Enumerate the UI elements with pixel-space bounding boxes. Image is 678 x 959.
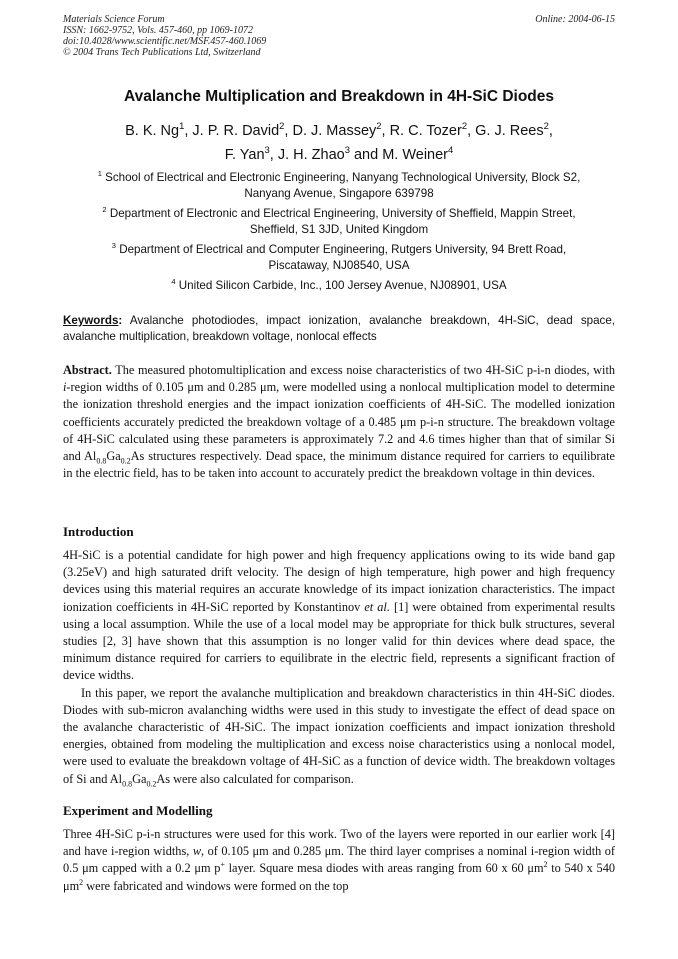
paragraph: Three 4H-SiC p-i-n structures were used for this work. Two of the layers were reported in our earlier work [4] and have i-region widths, w, of 0.105 μm and 0.285 μm. The third layer comprises a nominal i-region width of 0.5 μm capped with a 0.2 μm p+ layer. Square mesa diodes with areas ranging from 60 x 60 $\mu m^2$ to 540 x 540 $\mu m^2$ were fabricated and windows were formed on the top bbox=[63, 827, 616, 893]
abstract-label: Abstract. bbox=[63, 363, 112, 377]
paragraph: In this paper, we report the avalanche multiplication and breakdown characteristics in thin 4H-SiC diodes. Diodes with sub-micron avalanching widths were used in this study to investigate the effect of dead space on the avalanche characteristic of 4H-SiC. The impact ionization coefficients and impact ionization threshold energies, obtained from modeling the multiplication and excess noise characteristics using a nonlocal model, were used to evaluate the breakdown voltage of 4H-SiC as a function of device width. The breakdown voltages of Si and $Al_{0.8}Ga_{0.2}As$ were also calculated for comparison. bbox=[63, 685, 615, 789]
section-heading-introduction: Introduction bbox=[63, 524, 134, 539]
keywords-text: Avalanche photodiodes, impact ionization, avalanche breakdown, 4H-SiC, dead space, avalanche multiplication, breakdown voltage, nonlocal effects bbox=[63, 314, 615, 343]
introduction-body bbox=[63, 547, 615, 788]
section-heading-experiment: Experiment and Modelling bbox=[63, 803, 213, 818]
author: B. K. Ng$^1$ bbox=[125, 120, 185, 139]
affiliation: $^1$ School of Electrical and Electronic Engineering, Nanyang Technological University, Block S2, Nanyang Avenue, Singapore 639798 bbox=[97, 169, 581, 200]
author: J. H. Zhao$^3$ bbox=[277, 144, 350, 163]
author: G. J. Rees$^2$ bbox=[475, 120, 549, 139]
journal-name: Materials Science Forum bbox=[63, 14, 165, 25]
paragraph: 4H-SiC is a potential candidate for high power and high frequency applications owing to its wide band gap (3.25eV) and high saturated drift velocity. The design of high temperature, high power and high frequency devices using this material requires an accurate knowledge of its impact ionization characteristics. The impact ionization coefficients in 4H-SiC reported by Konstantinov et al. [1] were obtained from experimental results using a local assumption. While the use of a local model may be appropriate for thick bulk structures, several studies [2, 3] have shown that this assumption is no longer valid for thin devices where dead space, the minimum distance required for carriers to equilibrate in the electric field, represents a significant fraction of device widths. bbox=[63, 548, 615, 683]
author: J. P. R. David$^2$ bbox=[192, 120, 285, 139]
author: M. Weiner$^4$ bbox=[382, 144, 454, 163]
issn: ISSN: 1662-9752, Vols. 457-460, pp 1069-1072 bbox=[63, 25, 253, 36]
author: D. J. Massey$^2$ bbox=[292, 120, 382, 139]
doi: doi:10.4028/www.scientific.net/MSF.457-460.1069 bbox=[63, 36, 267, 47]
affiliation: $^2$ Department of Electronic and Electrical Engineering, University of Sheffield, Mappin Street, Sheffield, S1 3JD, United Kingdom bbox=[102, 205, 576, 236]
online-date: Online: 2004-06-15 bbox=[535, 14, 615, 25]
author: F. Yan$^3$ bbox=[224, 144, 270, 163]
journal-header bbox=[63, 14, 615, 58]
keywords: Keywords: Avalanche photodiodes, impact ionization, avalanche breakdown, 4H-SiC, dead space, avalanche multiplication, breakdown voltage, nonlocal effects bbox=[63, 314, 615, 343]
abstract: Abstract. The measured photomultiplication and excess noise characteristics of two 4H-SiC p-i-n diodes, with i-region widths of 0.105 μm and 0.285 μm, were modelled using a nonlocal multiplication model to determine the ionization threshold energies and the impact ionization coefficients of 4H-SiC. The modelled ionization coefficients accurately predicted the breakdown voltage of a 0.485 μm p-i-n structure. The breakdown voltage of 4H-SiC calculated using these parameters is approximately 7.2 and 4.6 times higher than that of similar Si and $Al_{0.8}Ga_{0.2}As$ structures respectively. Dead space, the minimum distance required for carriers to equilibrate in the electric field, has to be taken into account to accurately predict the breakdown voltage in thin devices. bbox=[63, 363, 616, 481]
affiliation: $^4$ United Silicon Carbide, Inc., 100 Jersey Avenue, NJ08901, USA bbox=[171, 277, 507, 292]
paper-title: Avalanche Multiplication and Breakdown in 4H-SiC Diodes bbox=[123, 88, 555, 105]
author: R. C. Tozer$^2$ bbox=[389, 120, 468, 139]
copyright: © 2004 Trans Tech Publications Ltd, Switzerland bbox=[63, 47, 261, 58]
keywords-label: Keywords bbox=[63, 314, 119, 327]
author-list: B. K. Ng$^1$, J. P. R. David$^2$, D. J. Massey$^2$, R. C. Tozer$^2$, G. J. Rees$^2$, F. Yan$^3$, J. H. Zhao$^3$ and M. Weiner$^4$ bbox=[125, 120, 553, 163]
affiliation: $^3$ Department of Electrical and Computer Engineering, Rutgers University, 94 Brett Road, Piscataway, NJ08540, USA bbox=[111, 241, 567, 272]
experiment-body bbox=[63, 826, 615, 895]
